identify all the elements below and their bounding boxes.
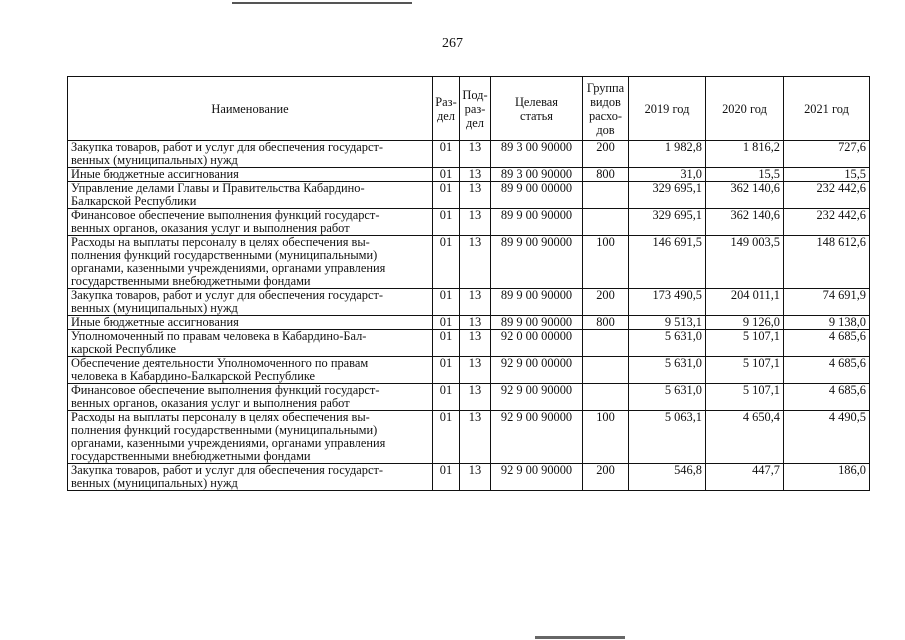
cell-podrazdel: 13 [460, 330, 491, 357]
table-header-row [68, 77, 870, 141]
cell-2019: 1 982,8 [629, 141, 706, 168]
cell-podrazdel: 13 [460, 289, 491, 316]
cell-podrazdel: 13 [460, 141, 491, 168]
cell-gruppa [583, 209, 629, 236]
cell-name: Финансовое обеспечение выполнения функций государст- венных органов, оказания услуг и выполнения работ [68, 384, 433, 411]
cell-celevaya: 89 3 00 90000 [491, 141, 583, 168]
cell-name: Управление делами Главы и Правительства Кабардино- Балкарской Республики [68, 182, 433, 209]
cell-name: Иные бюджетные ассигнования [68, 316, 433, 330]
cell-gruppa: 100 [583, 411, 629, 464]
cell-podrazdel: 13 [460, 464, 491, 491]
cell-podrazdel: 13 [460, 182, 491, 209]
cell-2021: 15,5 [784, 168, 870, 182]
cell-gruppa [583, 330, 629, 357]
budget-table [67, 76, 870, 491]
cell-celevaya: 89 9 00 90000 [491, 316, 583, 330]
cell-podrazdel: 13 [460, 357, 491, 384]
cell-2020: 149 003,5 [706, 236, 784, 289]
cell-2020: 9 126,0 [706, 316, 784, 330]
cell-2020: 204 011,1 [706, 289, 784, 316]
cell-name: Уполномоченный по правам человека в Кабардино-Бал- карской Республике [68, 330, 433, 357]
table-row [68, 168, 870, 182]
cell-2020: 362 140,6 [706, 182, 784, 209]
cell-2020: 1 816,2 [706, 141, 784, 168]
cell-podrazdel: 13 [460, 411, 491, 464]
cell-2019: 5 631,0 [629, 384, 706, 411]
cell-razdel: 01 [433, 411, 460, 464]
cell-razdel: 01 [433, 464, 460, 491]
table-row [68, 384, 870, 411]
cell-razdel: 01 [433, 209, 460, 236]
cell-celevaya: 92 9 00 90000 [491, 384, 583, 411]
cell-name: Расходы на выплаты персоналу в целях обеспечения вы- полнения функций государственными (муниципальными) органами, казенными учреждениями, органами управления государственными внебюджетными фондами [68, 236, 433, 289]
cell-2019: 329 695,1 [629, 182, 706, 209]
cell-gruppa: 200 [583, 289, 629, 316]
cell-name: Финансовое обеспечение выполнения функций государст- венных органов, оказания услуг и выполнения работ [68, 209, 433, 236]
table-row [68, 330, 870, 357]
cell-2021: 9 138,0 [784, 316, 870, 330]
cell-podrazdel: 13 [460, 168, 491, 182]
cell-2021: 4 685,6 [784, 384, 870, 411]
cell-gruppa [583, 357, 629, 384]
cell-razdel: 01 [433, 330, 460, 357]
header-2019: 2019 год [629, 77, 706, 141]
cell-celevaya: 92 9 00 00000 [491, 357, 583, 384]
cell-name: Закупка товаров, работ и услуг для обеспечения государст- венных (муниципальных) нужд [68, 464, 433, 491]
cell-name: Расходы на выплаты персоналу в целях обеспечения вы- полнения функций государственными (муниципальными) органами, казенными учреждениями, органами управления государственными внебюджетными фондами [68, 411, 433, 464]
cell-name: Закупка товаров, работ и услуг для обеспечения государст- венных (муниципальных) нужд [68, 141, 433, 168]
cell-razdel: 01 [433, 236, 460, 289]
cell-gruppa [583, 384, 629, 411]
header-2021: 2021 год [784, 77, 870, 141]
cell-2021: 4 490,5 [784, 411, 870, 464]
cell-2021: 232 442,6 [784, 209, 870, 236]
cell-2019: 173 490,5 [629, 289, 706, 316]
cell-2021: 4 685,6 [784, 357, 870, 384]
cell-2020: 5 107,1 [706, 357, 784, 384]
header-podrazdel: Под- раз- дел [460, 77, 491, 141]
table-body [68, 141, 870, 491]
cell-gruppa [583, 182, 629, 209]
cell-2021: 148 612,6 [784, 236, 870, 289]
table-row [68, 182, 870, 209]
cell-2020: 447,7 [706, 464, 784, 491]
cell-razdel: 01 [433, 141, 460, 168]
header-name: Наименование [68, 77, 433, 141]
cell-celevaya: 92 0 00 00000 [491, 330, 583, 357]
cell-name: Иные бюджетные ассигнования [68, 168, 433, 182]
cell-2019: 9 513,1 [629, 316, 706, 330]
cell-razdel: 01 [433, 316, 460, 330]
cell-celevaya: 89 9 00 90000 [491, 236, 583, 289]
cell-razdel: 01 [433, 168, 460, 182]
cell-2021: 74 691,9 [784, 289, 870, 316]
header-gruppa: Группа видов расхо- дов [583, 77, 629, 141]
cell-2020: 15,5 [706, 168, 784, 182]
cell-gruppa: 200 [583, 464, 629, 491]
table-row [68, 464, 870, 491]
cell-podrazdel: 13 [460, 236, 491, 289]
cell-razdel: 01 [433, 182, 460, 209]
cell-gruppa: 100 [583, 236, 629, 289]
table-row [68, 411, 870, 464]
cell-2020: 4 650,4 [706, 411, 784, 464]
cell-gruppa: 200 [583, 141, 629, 168]
cell-razdel: 01 [433, 289, 460, 316]
cell-2019: 31,0 [629, 168, 706, 182]
cell-podrazdel: 13 [460, 316, 491, 330]
header-2020: 2020 год [706, 77, 784, 141]
cell-gruppa: 800 [583, 168, 629, 182]
cell-2019: 329 695,1 [629, 209, 706, 236]
cell-2021: 4 685,6 [784, 330, 870, 357]
cell-gruppa: 800 [583, 316, 629, 330]
cell-celevaya: 92 9 00 90000 [491, 464, 583, 491]
cell-2019: 546,8 [629, 464, 706, 491]
cell-celevaya: 89 3 00 90000 [491, 168, 583, 182]
cell-celevaya: 89 9 00 00000 [491, 182, 583, 209]
table-row [68, 289, 870, 316]
cell-celevaya: 92 9 00 90000 [491, 411, 583, 464]
cell-podrazdel: 13 [460, 209, 491, 236]
cell-name: Обеспечение деятельности Уполномоченного по правам человека в Кабардино-Балкарской Республике [68, 357, 433, 384]
cell-2020: 5 107,1 [706, 330, 784, 357]
cell-celevaya: 89 9 00 90000 [491, 289, 583, 316]
cell-2019: 5 063,1 [629, 411, 706, 464]
cell-2020: 5 107,1 [706, 384, 784, 411]
cell-2021: 727,6 [784, 141, 870, 168]
cell-podrazdel: 13 [460, 384, 491, 411]
scan-artifact-bottom [535, 636, 625, 639]
cell-2019: 5 631,0 [629, 357, 706, 384]
cell-2020: 362 140,6 [706, 209, 784, 236]
table-row [68, 357, 870, 384]
page-number: 267 [442, 36, 463, 51]
scan-artifact-top [232, 2, 412, 4]
cell-2019: 5 631,0 [629, 330, 706, 357]
table-row [68, 209, 870, 236]
table-row [68, 236, 870, 289]
cell-2021: 232 442,6 [784, 182, 870, 209]
header-razdel: Раз- дел [433, 77, 460, 141]
cell-2019: 146 691,5 [629, 236, 706, 289]
cell-razdel: 01 [433, 357, 460, 384]
table-row [68, 316, 870, 330]
header-celevaya: Целевая статья [491, 77, 583, 141]
cell-razdel: 01 [433, 384, 460, 411]
table-row [68, 141, 870, 168]
cell-name: Закупка товаров, работ и услуг для обеспечения государст- венных (муниципальных) нужд [68, 289, 433, 316]
cell-2021: 186,0 [784, 464, 870, 491]
cell-celevaya: 89 9 00 90000 [491, 209, 583, 236]
